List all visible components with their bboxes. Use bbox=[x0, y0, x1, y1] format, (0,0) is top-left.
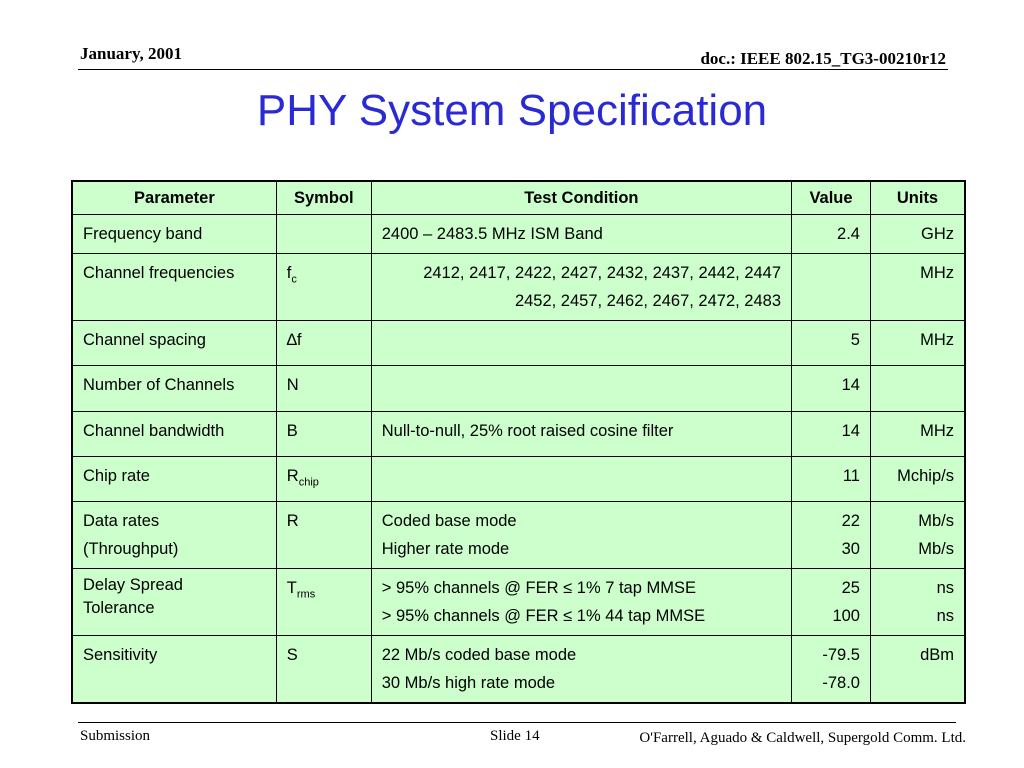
slide-title: PHY System Specification bbox=[256, 86, 768, 135]
footer-submission: Submission bbox=[80, 728, 151, 744]
symbol-main: ∆f bbox=[286, 331, 302, 349]
cell-condition-line: 2412, 2417, 2422, 2427, 2432, 2437, 2442, 2447 bbox=[423, 264, 782, 282]
cell-condition-line: > 95% channels @ FER ≤ 1% 7 tap MMSE bbox=[381, 579, 696, 598]
cell-parameter-line: Channel bandwidth bbox=[83, 421, 225, 440]
cell-units-line: MHz bbox=[920, 331, 954, 349]
col-header-condition: Test Condition bbox=[371, 181, 791, 215]
table-row bbox=[72, 215, 965, 254]
cell-value bbox=[792, 502, 871, 569]
cell-units-line: GHz bbox=[921, 225, 954, 243]
symbol-main: B bbox=[286, 421, 298, 440]
cell-parameter bbox=[72, 366, 276, 411]
table-row bbox=[72, 502, 965, 569]
cell-value-line: 30 bbox=[841, 540, 860, 559]
col-header-symbol: Symbol bbox=[276, 181, 371, 215]
col-header-units: Units bbox=[870, 181, 965, 215]
cell-units bbox=[870, 502, 965, 569]
symbol-subscript: rms bbox=[296, 588, 316, 601]
symbol-main: R bbox=[286, 466, 299, 485]
cell-units bbox=[870, 411, 965, 456]
cell-condition bbox=[371, 321, 791, 366]
cell-value-line: 14 bbox=[841, 421, 860, 440]
cell-parameter-line: Channel frequencies bbox=[83, 264, 235, 282]
table-row bbox=[72, 254, 965, 321]
cell-parameter-line: Frequency band bbox=[83, 225, 203, 243]
cell-symbol bbox=[276, 456, 371, 501]
cell-value-line: -78.0 bbox=[822, 674, 860, 693]
cell-parameter bbox=[72, 254, 276, 321]
footer-authors: O'Farrell, Aguado & Caldwell, Supergold Comm. Ltd. bbox=[639, 730, 966, 746]
symbol-main: T bbox=[286, 579, 297, 598]
cell-parameter bbox=[72, 569, 276, 636]
cell-condition-line: > 95% channels @ FER ≤ 1% 44 tap MMSE bbox=[381, 607, 706, 626]
cell-value-line: -79.5 bbox=[822, 646, 860, 665]
symbol-subscript: c bbox=[291, 273, 297, 286]
cell-symbol bbox=[276, 502, 371, 569]
cell-parameter bbox=[72, 636, 276, 704]
cell-symbol bbox=[276, 636, 371, 704]
cell-parameter bbox=[72, 456, 276, 501]
cell-parameter-line: Tolerance bbox=[83, 599, 155, 618]
cell-units bbox=[870, 366, 965, 411]
cell-symbol bbox=[276, 569, 371, 636]
symbol-main: S bbox=[286, 646, 298, 665]
footer-slide-number: Slide 14 bbox=[490, 728, 540, 744]
cell-condition-line: Coded base mode bbox=[381, 512, 517, 531]
footer-divider bbox=[78, 722, 956, 723]
cell-value-line: 100 bbox=[832, 607, 860, 626]
cell-condition-line: 2452, 2457, 2462, 2467, 2472, 2483 bbox=[514, 292, 782, 310]
col-header-parameter: Parameter bbox=[72, 181, 276, 215]
symbol-main: f bbox=[286, 264, 292, 282]
cell-condition bbox=[371, 636, 791, 704]
cell-condition-line: 2400 – 2483.5 MHz ISM Band bbox=[381, 225, 603, 243]
cell-units bbox=[870, 254, 965, 321]
cell-units bbox=[870, 636, 965, 704]
header-doc-id: doc.: IEEE 802.15_TG3-00210r12 bbox=[700, 49, 946, 68]
cell-units-line: ns bbox=[936, 607, 954, 626]
symbol-main: N bbox=[286, 376, 299, 395]
symbol-subscript: chip bbox=[298, 476, 319, 489]
cell-parameter-line: Number of Channels bbox=[83, 376, 235, 395]
cell-symbol bbox=[276, 321, 371, 366]
cell-value-line: 2.4 bbox=[837, 225, 860, 243]
cell-parameter-line: Delay Spread bbox=[83, 576, 183, 595]
cell-condition-line: Null-to-null, 25% root raised cosine filter bbox=[381, 421, 674, 440]
cell-value-line: 5 bbox=[850, 331, 860, 349]
cell-value bbox=[792, 215, 871, 254]
header-divider bbox=[78, 69, 948, 70]
cell-value bbox=[792, 569, 871, 636]
table-row bbox=[72, 411, 965, 456]
cell-condition bbox=[371, 569, 791, 636]
cell-units-line: Mb/s bbox=[918, 512, 954, 531]
table-row bbox=[72, 636, 965, 704]
cell-units bbox=[870, 456, 965, 501]
cell-symbol bbox=[276, 254, 371, 321]
cell-value bbox=[792, 254, 871, 321]
cell-condition bbox=[371, 254, 791, 321]
col-header-value: Value bbox=[792, 181, 871, 215]
cell-symbol bbox=[276, 411, 371, 456]
cell-value-line: 11 bbox=[842, 466, 860, 485]
table-row bbox=[72, 569, 965, 636]
cell-value bbox=[792, 456, 871, 501]
cell-units bbox=[870, 569, 965, 636]
table-header-row bbox=[72, 181, 965, 215]
cell-parameter bbox=[72, 215, 276, 254]
cell-value-line: 22 bbox=[841, 512, 860, 531]
cell-value bbox=[792, 636, 871, 704]
cell-condition bbox=[371, 502, 791, 569]
table-row bbox=[72, 456, 965, 501]
cell-units-line: Mb/s bbox=[918, 540, 954, 559]
cell-condition bbox=[371, 215, 791, 254]
symbol-main: R bbox=[286, 512, 299, 531]
cell-units-line: MHz bbox=[920, 421, 954, 440]
spec-table bbox=[71, 180, 966, 704]
cell-condition bbox=[371, 366, 791, 411]
cell-parameter-line: Data rates bbox=[83, 512, 160, 531]
cell-units-line: ns bbox=[936, 579, 954, 598]
cell-symbol bbox=[276, 215, 371, 254]
cell-units-line: MHz bbox=[920, 264, 954, 282]
cell-condition-line: 30 Mb/s high rate mode bbox=[381, 674, 556, 693]
table-row bbox=[72, 321, 965, 366]
table-row bbox=[72, 366, 965, 411]
cell-parameter-line: Sensitivity bbox=[83, 646, 158, 665]
cell-condition bbox=[371, 411, 791, 456]
cell-condition-line: 22 Mb/s coded base mode bbox=[381, 646, 577, 665]
cell-units-line: Mchip/s bbox=[897, 466, 954, 485]
cell-value bbox=[792, 411, 871, 456]
cell-parameter bbox=[72, 502, 276, 569]
cell-parameter-line: Chip rate bbox=[83, 466, 150, 485]
header-date: January, 2001 bbox=[80, 44, 183, 63]
cell-value-line: 25 bbox=[841, 579, 860, 598]
cell-value-line: 14 bbox=[841, 376, 860, 395]
cell-condition bbox=[371, 456, 791, 501]
cell-condition-line: Higher rate mode bbox=[381, 540, 510, 559]
cell-units-line: dBm bbox=[920, 646, 954, 665]
cell-parameter bbox=[72, 321, 276, 366]
cell-units bbox=[870, 215, 965, 254]
cell-parameter-line: (Throughput) bbox=[83, 540, 179, 559]
cell-parameter-line: Channel spacing bbox=[83, 331, 206, 349]
cell-symbol bbox=[276, 366, 371, 411]
cell-value bbox=[792, 321, 871, 366]
cell-parameter bbox=[72, 411, 276, 456]
cell-units bbox=[870, 321, 965, 366]
cell-value bbox=[792, 366, 871, 411]
